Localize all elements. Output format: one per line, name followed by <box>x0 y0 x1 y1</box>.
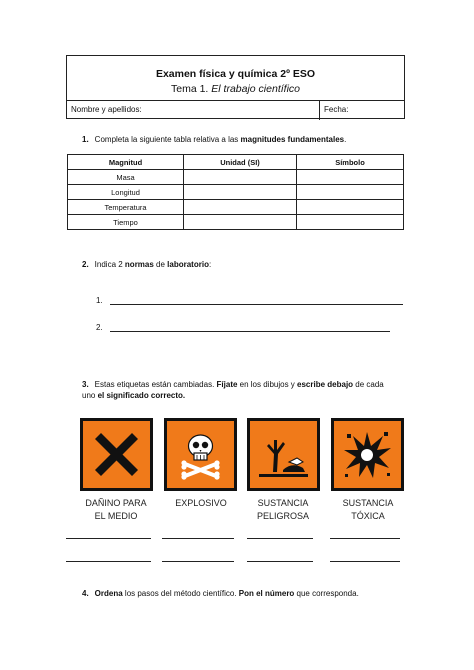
question-2-text-a: Indica 2 <box>94 260 125 269</box>
date-field-label: Fecha: <box>324 105 349 114</box>
symbol-label-2-line1: EXPLOSIVO <box>175 498 227 508</box>
skull-crossbones-icon <box>164 418 237 491</box>
table-row <box>68 200 404 215</box>
unit-cell[interactable] <box>184 170 297 185</box>
rule-item-1-number: 1. <box>96 296 103 305</box>
question-3-number: 3. <box>82 380 89 389</box>
harmful-x-icon <box>80 418 153 491</box>
answer-line-1b[interactable] <box>66 561 151 562</box>
question-2 <box>82 259 211 270</box>
symbol-label-1 <box>70 497 162 523</box>
question-2-text-c: de <box>153 260 168 269</box>
question-3-line-2 <box>82 390 185 401</box>
question-4-text-b: los pasos del método científico. <box>122 589 239 598</box>
topic-prefix: Tema 1. <box>171 83 209 95</box>
answer-line-3a[interactable] <box>247 538 313 539</box>
question-2-text-e: : <box>208 260 212 269</box>
symbol-label-3-line2: PELIGROSA <box>256 511 310 521</box>
rule-answer-line-2[interactable] <box>110 331 390 332</box>
row-magnitude: Longitud <box>68 185 184 200</box>
table-row <box>68 185 404 200</box>
symbol-cell[interactable] <box>297 215 404 230</box>
question-1-number: 1. <box>82 135 89 144</box>
header-divider <box>319 101 320 120</box>
symbol-label-4 <box>322 497 414 523</box>
rule-item-2-number: 2. <box>96 323 103 332</box>
symbol-label-1-line1: DAÑINO PARA <box>85 498 147 508</box>
question-3-text-b: Fíjate <box>216 380 238 389</box>
question-4-text-d: que corresponda. <box>294 589 359 598</box>
unit-cell[interactable] <box>184 185 297 200</box>
symbol-label-1-line2: EL MEDIO <box>94 511 138 521</box>
question-1-text-a: Completa la siguiente tabla relativa a las <box>94 135 241 144</box>
answer-line-2b[interactable] <box>162 561 234 562</box>
answer-line-1a[interactable] <box>66 538 151 539</box>
answer-line-3b[interactable] <box>247 561 313 562</box>
question-4-text-c: Pon el número <box>238 589 295 598</box>
symbol-cell[interactable] <box>297 200 404 215</box>
question-4-number: 4. <box>82 589 89 598</box>
rule-answer-line-1[interactable] <box>110 304 403 305</box>
name-field-label: Nombre y apellidos: <box>71 105 142 114</box>
student-info-row <box>67 100 404 120</box>
symbol-cell[interactable] <box>297 185 404 200</box>
symbol-label-3-line1: SUSTANCIA <box>257 498 309 508</box>
question-2-text-d: laboratorio <box>167 260 209 269</box>
question-4-text-a: Ordena <box>94 589 123 598</box>
magnitudes-table <box>67 154 404 230</box>
unit-cell[interactable] <box>184 200 297 215</box>
question-3-text-a: Estas etiquetas están cambiadas. <box>94 380 217 389</box>
column-header-simbolo: Símbolo <box>297 155 404 170</box>
explosion-icon <box>331 418 404 491</box>
question-3-text-g: el significado correcto. <box>97 391 186 400</box>
row-magnitude: Masa <box>68 170 184 185</box>
exam-topic <box>67 83 404 95</box>
exam-title: Examen física y química 2º ESO <box>155 68 316 80</box>
row-magnitude: Tiempo <box>68 215 184 230</box>
question-4 <box>82 588 359 599</box>
question-3-text-f: uno <box>82 391 98 400</box>
symbol-label-4-line1: SUSTANCIA <box>342 498 394 508</box>
symbol-label-4-line2: TÓXICA <box>351 511 385 521</box>
question-3-text-d: escribe debajo <box>297 380 354 389</box>
question-3-text-e: de cada <box>353 380 384 389</box>
row-magnitude: Temperatura <box>68 200 184 215</box>
exam-header <box>66 55 405 119</box>
environment-hazard-icon <box>247 418 320 491</box>
answer-line-2a[interactable] <box>162 538 234 539</box>
table-header-row <box>68 155 404 170</box>
question-1 <box>82 134 346 145</box>
question-3 <box>82 379 412 390</box>
table-row <box>68 170 404 185</box>
symbol-label-3 <box>237 497 329 523</box>
question-1-text-b: magnitudes fundamentales <box>240 135 345 144</box>
symbol-label-2 <box>155 497 247 510</box>
answer-line-4a[interactable] <box>330 538 400 539</box>
question-1-text-c: . <box>344 135 347 144</box>
answer-line-4b[interactable] <box>330 561 400 562</box>
question-2-text-b: normas <box>124 260 154 269</box>
unit-cell[interactable] <box>184 215 297 230</box>
table-row <box>68 215 404 230</box>
question-3-text-c: en los dibujos y <box>237 380 298 389</box>
question-2-number: 2. <box>82 260 89 269</box>
column-header-magnitud: Magnitud <box>68 155 184 170</box>
column-header-unidad: Unidad (SI) <box>184 155 297 170</box>
topic-name: El trabajo científico <box>211 83 300 95</box>
symbol-cell[interactable] <box>297 170 404 185</box>
